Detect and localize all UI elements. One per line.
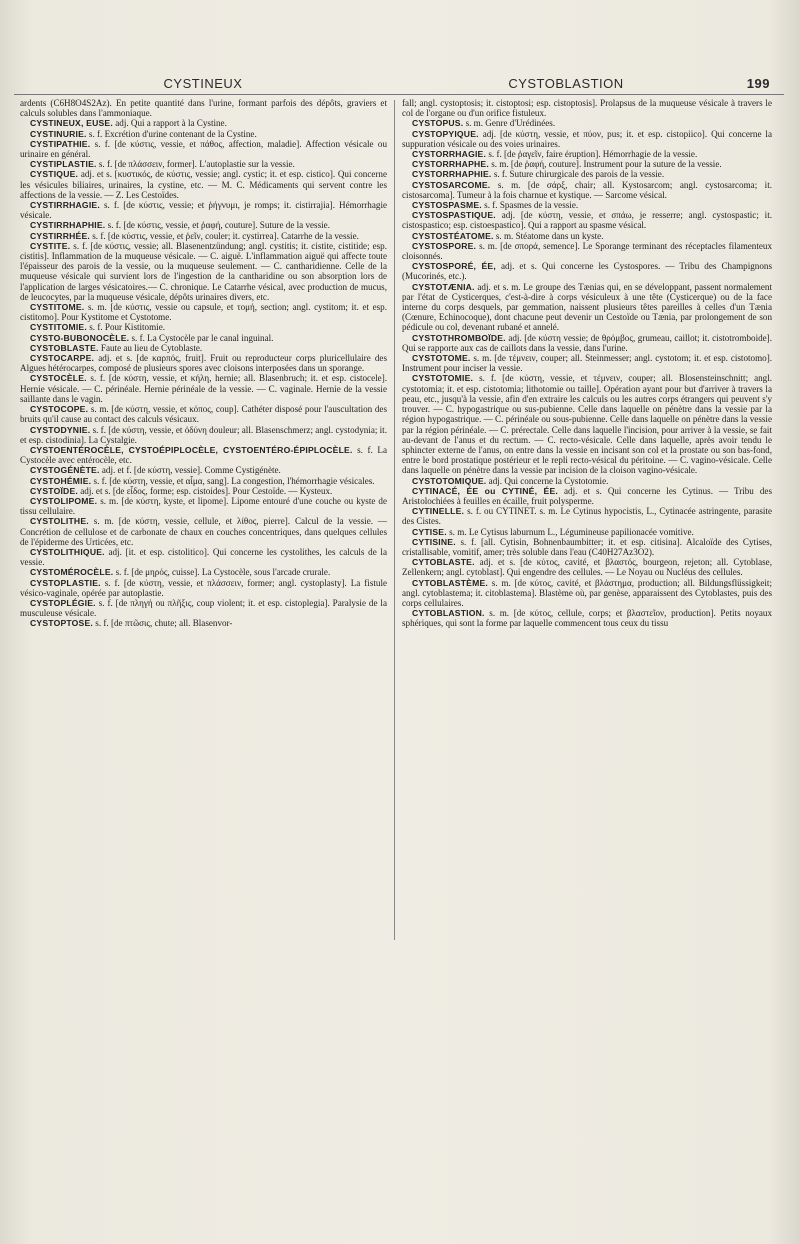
running-header bbox=[14, 76, 784, 96]
entry-headword: CYSTOENTÉROCÈLE, CYSTOÉPIPLOCÈLE, CYSTOENTÉRO-ÉPIPLOCÈLE. bbox=[30, 444, 353, 455]
entry-headword: CYSTOPLÉGIE. bbox=[30, 597, 96, 608]
entry-headword: CYSTO-BUBONOCÈLE. bbox=[30, 332, 130, 343]
entry-headword: CYSTOGÉNÈTE. bbox=[30, 465, 100, 476]
entry-definition: s. m. [de σάρξ, chair; all. Kystosarcom; angl. cystosarcoma; it. cistosarcoma]. Tumeur à la fois charnue et kystique. — Sarcome vésical. bbox=[402, 179, 772, 200]
entry-headword: CYSTINURIE. bbox=[30, 128, 87, 139]
dictionary-entry bbox=[20, 353, 387, 373]
entry-definition: s. f. ou CYTINET. s. m. Le Cytinus hypocistis, L., Cytinacée astringente, parasite des Cistes. bbox=[402, 506, 772, 527]
dictionary-entry bbox=[402, 353, 772, 373]
dictionary-entry bbox=[20, 578, 387, 598]
header-right-title: CYSTOBLASTION bbox=[508, 76, 624, 91]
entry-definition: adj. et s. Qui concerne les Cystospores. — Tribu des Champignons (Mucorinés, etc.). bbox=[402, 261, 772, 282]
dictionary-entry bbox=[402, 200, 772, 210]
entry-headword: CYSTOSARCOME. bbox=[412, 179, 491, 190]
entry-headword: CYSTIPATHIE. bbox=[30, 138, 91, 149]
entry-definition: s. f. [de κύστη, vessie, et κήλη, hernie; all. Blasenbruch; it. et esp. cistocele]. Hernie vésicale. — C. périnéale. Hernie périnéale de la vessie. — C. vaginale. Hernie de la vessie saillante dans le vagin. bbox=[20, 373, 387, 404]
entry-headword: CYSTOTHROMBOÏDE. bbox=[412, 332, 506, 343]
entry-headword: CYTOBLASTION. bbox=[412, 608, 485, 619]
entry-definition: s. m. [de κύστη, vessie, cellule, et λίθος, pierre]. Calcul de la vessie. — Concrétion de cellulose et de carbonate de chaux en couches concentriques, dans quelques cellules de l'épiderme des Urticées, etc. bbox=[20, 516, 387, 547]
dictionary-entry bbox=[20, 169, 387, 200]
dictionary-entry bbox=[20, 302, 387, 322]
entry-definition: s. m. [de κύτος, cellule, corps; et βλαστεῖον, production]. Petits noyaux sphériques, qui sont la forme par laquelle commencent tous ceux du tissu bbox=[402, 608, 773, 629]
dictionary-entry bbox=[402, 557, 772, 577]
entry-headword: CYSTOHÉMIE. bbox=[30, 475, 92, 486]
entry-definition: s. f. [de πτῶσις, chute; all. Blasenvor- bbox=[95, 618, 233, 629]
dictionary-entry bbox=[20, 231, 387, 241]
entry-definition: s. f. Pour Kistitomie. bbox=[89, 322, 166, 333]
entry-headword: CYSTINEUX, EUSE. bbox=[30, 118, 113, 129]
dictionary-entry bbox=[20, 618, 387, 628]
entry-definition: fall; angl. cystoptosis; it. cistoptosi; esp. cistoptosis]. Prolapsus de la muqueuse vésicale à travers le col de l'organe ou d'un orifice fistuleux. bbox=[402, 98, 772, 119]
entry-definition: s. f. Suture chirurgicale des parois de la vessie. bbox=[493, 169, 665, 180]
entry-definition: s. f. [de πληγή ou πλῆξις, coup violent; it. et esp. cistoplegia]. Paralysie de la musculeuse vésicale. bbox=[20, 597, 387, 619]
entry-definition: s. m. [de κύστη, vessie, et κόπος, coup]. Cathéter disposé pour l'auscultation des bruits qu'il cause au contact des calculs vésicaux. bbox=[20, 404, 387, 425]
entry-headword: CYTISINE. bbox=[412, 536, 456, 547]
dictionary-entry bbox=[402, 129, 772, 149]
entry-definition: adj. et s. [de εἶδος, forme; esp. cistoides]. Pour Cestoïde. — Kysteux. bbox=[80, 485, 333, 496]
entry-headword: CYSTOÏDE. bbox=[30, 485, 78, 496]
entry-definition: s. f. La Cystocèle avec entérocèle, etc. bbox=[20, 444, 387, 466]
dictionary-entry bbox=[20, 598, 387, 618]
entry-headword: CYSTOSPORE. bbox=[412, 240, 477, 251]
entry-headword: CYSTOTOMIE. bbox=[412, 373, 474, 384]
entry-definition: s. f. Excrétion d'urine contenant de la Cystine. bbox=[88, 128, 257, 139]
dictionary-entry bbox=[20, 567, 387, 577]
entry-headword: CYSTORRHAPHE. bbox=[412, 159, 489, 170]
dictionary-entry bbox=[402, 527, 772, 537]
dictionary-entry bbox=[402, 282, 772, 333]
entry-headword: CYSTOTOME. bbox=[412, 353, 471, 364]
entry-definition: s. f. [de κύστη, vessie, et ὀδύνη douleur; all. Blasenschmerz; angl. cystodynia; it. et esp. cistodinia]. La Cystalgie. bbox=[20, 424, 387, 445]
entry-headword: CYSTOPLASTIE. bbox=[30, 577, 101, 588]
entry-headword: CYTOBLASTÈME. bbox=[412, 577, 488, 588]
entry-definition: s. m. [de κύτος, cavité, et βλάστημα, production; all. Bildungsflüssigkeit; angl. cytoblastema; it. citoblastema]. Blastème où, par genèse, apparaissent des Cytoblastes, puis des corps cellulaires. bbox=[402, 577, 772, 608]
entry-headword: CYSTOMÉROCÈLE. bbox=[30, 567, 114, 578]
entry-headword: CYSTORRHAPHIE. bbox=[412, 169, 492, 180]
dictionary-entry bbox=[20, 404, 387, 424]
entry-headword: CYSTOSPASME. bbox=[412, 200, 482, 211]
entry-headword: CYSTIPLASTIE. bbox=[30, 159, 97, 170]
entry-definition: s. f. [de μηρός, cuisse]. La Cystocèle, sous l'arcade crurale. bbox=[115, 567, 331, 578]
entry-headword: CYSTIRRHAPHIE. bbox=[30, 220, 106, 231]
header-left-title: CYSTINEUX bbox=[163, 76, 243, 91]
dictionary-entry bbox=[20, 129, 387, 139]
dictionary-entry bbox=[402, 537, 772, 557]
dictionary-entry bbox=[20, 445, 387, 465]
entry-headword: CYTINELLE. bbox=[412, 506, 465, 517]
dictionary-entry bbox=[20, 333, 387, 343]
entry-definition: s. f. [de κύστις, vessie, et πάθος, affection, maladie]. Affection vésicale ou urinaire en général. bbox=[20, 138, 387, 160]
entry-headword: CYSTOCÈLE. bbox=[30, 373, 87, 384]
entry-headword: CYSTODYNIE. bbox=[30, 424, 91, 435]
dictionary-entry bbox=[20, 220, 387, 230]
entry-definition: s. m. Genre d'Urédinées. bbox=[465, 118, 556, 129]
left-column bbox=[20, 98, 387, 629]
dictionary-entry bbox=[20, 343, 387, 353]
entry-definition: s. f. [de πλάσσειν, former]. L'autoplastie sur la vessie. bbox=[98, 159, 295, 170]
dictionary-entry bbox=[402, 231, 772, 241]
entry-definition: adj. et f. [de κύστη, vessie]. Comme Cystigénète. bbox=[101, 465, 281, 476]
dictionary-entry bbox=[402, 486, 772, 506]
header-rule bbox=[14, 94, 784, 95]
entry-headword: CYSTOCOPE. bbox=[30, 404, 89, 415]
dictionary-entry bbox=[402, 118, 772, 128]
entry-definition: s. f. [de κύστη, vessie, et τέμνειν, couper; all. Blosensteinschnitt; angl. cystotomia; it. et esp. cistotomia; lithotomie ou taille]. Opération ayant pour but d'arriver à travers la peau, etc., jusqu'à la vessie, afin d'en extraire les calculs ou les autres corps étrangers qui peuvent s'y trouver. — C. hypogastrique ou sus-pubienne. Celle dans laquelle on pénètre dans la vessie par la région hypogastrique. — C. périnéale ou sous-pubienne. Celle dans laquelle on pénètre dans la vessie par la région périnéale. — C. prérectale. Celle dans laquelle l'incision, pour arriver à la vessie, se fait au-devant de l'anus et du rectum. — C. recto-vésicale. Celle dans laquelle, après avoir tendu le sphincter externe de l'anus, on entre dans la vessie en incisant son col et la prostate ou son bas-fond, entre le bord prostatique postérieur et le repli recto-vésical du péritoine. — C. vagino-vésicale. Celle dans laquelle on pénètre dans la vessie par incision de la cloison vagino-vésicale. bbox=[402, 373, 772, 476]
dictionary-entry bbox=[20, 486, 387, 496]
entry-definition: adj. [it. et esp. cistolitico]. Qui concerne les cystolithes, les calculs de la vessie. bbox=[20, 546, 387, 568]
entry-definition: s. f. [de κύστη, vessie, et πλάσσειν, former; angl. cystoplasty]. La fistule vésico-vaginale, opérée par autoplastie. bbox=[20, 577, 388, 598]
entry-definition: s. f. [de κύστις, vessie, et ῥαφή, couture]. Suture de la vessie. bbox=[107, 220, 330, 231]
entry-definition: adj. [de κύστη, vessie, et πύον, pus; it. et esp. cistopiico]. Qui concerne la suppuration vésicale ou des voies urinaires. bbox=[402, 128, 772, 149]
entry-definition: s. m. [de κύστις, vessie ou capsule, et τομή, section; angl. cystitom; it. et esp. cistitomo]. Pour Kystitome et Cystotome. bbox=[20, 302, 388, 323]
dictionary-entry bbox=[20, 476, 387, 486]
entry-headword: CYSTOTOMIQUE. bbox=[412, 475, 487, 486]
entry-definition: s. f. [de κύστη, vessie, et αἷμα, sang]. La congestion, l'hémorrhagie vésicales. bbox=[93, 475, 375, 486]
dictionary-entry bbox=[402, 608, 772, 628]
dictionary-entry bbox=[20, 496, 387, 516]
entry-definition: s. f. [de κύστις, vessie; all. Blasenentzündung; angl. cystitis; it. cistite, cistitide; esp. cistitis]. Inflammation de la muqueuse vésicale. — C. aiguë. L'inflammation aiguë qui affecte toute l'épaisseur des parois de la vessie, ou la muqueuse seulement. — C. cantharidienne. Celle de la muqueuse vésicale qui survient lors de l'ingestion de la cantharidine ou son absorption lors de l'application de larges vésicatoires.— C. chronique. Le Catarrhe vésical, avec production de mucus, de leucocytes, par la muqueuse vésicale, dépôts urinaires divers, etc. bbox=[20, 240, 387, 302]
dictionary-entry bbox=[402, 261, 772, 281]
entry-definition: s. m. Stéatome dans un kyste. bbox=[495, 230, 604, 241]
entry-definition: s. f. [de κύστις, vessie; et ῥήγνυμι, je romps; it. cistirrajia]. Hémorrhagie vésicale. bbox=[20, 200, 388, 221]
entry-definition: s. m. [de ῥαφή, couture]. Instrument pour la suture de la vessie. bbox=[491, 159, 722, 170]
entry-definition: adj. et s. [de καρπός, fruit]. Fruit ou reproducteur corps pluricellulaire des Algues hétérocarpes, composé de plusieurs spores avec cloisons interposées dans un sporange. bbox=[20, 353, 387, 374]
dictionary-entry bbox=[402, 180, 772, 200]
entry-headword: CYSTOPYIQUE. bbox=[412, 128, 479, 139]
entry-headword: CYSTOLITHE. bbox=[30, 516, 89, 527]
dictionary-entry bbox=[20, 200, 387, 220]
right-column bbox=[402, 98, 772, 629]
entry-headword: CYTISE. bbox=[412, 526, 447, 537]
entry-definition: s. f. Spasmes de la vessie. bbox=[484, 200, 579, 211]
entry-definition: adj. et s. m. Le groupe des Tænias qui, en se développant, passent normalement par l'état de Cysticerques, c'est-à-dire à corps vésiculeux à une tête (Cysticerque) ou de la face interne du corps desquels, par gemmation, naissent plusieurs têtes pareilles à celles d'un Tænia (Cœnure, Echinocoque), dont chacune peut devenir un Cestoïde ou Tænia, par prolongement de son pédicule ou col, devenant rubané et annelé. bbox=[402, 281, 772, 333]
entry-headword: CYSTITE. bbox=[30, 240, 71, 251]
dictionary-entry bbox=[402, 98, 772, 118]
entry-definition: adj. et s. Qui concerne les Cytinus. — Tribu des Aristolochiées à feuilles en écaille, fruit polysperme. bbox=[402, 485, 772, 506]
dictionary-entry bbox=[402, 169, 772, 179]
dictionary-entry bbox=[20, 241, 387, 302]
entry-definition: s. m. [de σπορά, semence]. Le Sporange terminant des réceptacles filamenteux cloisonnés. bbox=[402, 240, 773, 262]
dictionary-entry bbox=[402, 149, 772, 159]
entry-headword: CYSTOTÆNIA. bbox=[412, 281, 475, 292]
dictionary-entry bbox=[402, 159, 772, 169]
dictionary-entry bbox=[20, 425, 387, 445]
entry-definition: adj. [de κύστη vessie; de θρόμβος, grumeau, caillot; it. cistotromboide]. Qui se rapporte aux cas de caillots dans la vessie, dans l'urine. bbox=[402, 332, 772, 353]
page-number: 199 bbox=[746, 76, 770, 91]
entry-definition: s. f. [de ῥαγεῖν, faire éruption]. Hémorrhagie de la vessie. bbox=[488, 149, 698, 160]
entry-definition: s. f. [all. Cytisin, Bohnenbaumbitter; it. et esp. citisina]. Alcaloïde des Cytises, cristallisable, vomitif, amer; très soluble dans l'eau (C40H27Az3O2). bbox=[402, 536, 772, 557]
entry-definition: s. m. [de τέμνειν, couper; all. Steinmesser; angl. cystotom; it. et esp. cistotomo]. Instrument pour inciser la vessie. bbox=[402, 353, 772, 374]
dictionary-entry bbox=[20, 547, 387, 567]
entry-definition: adj. et s. [de κύτος, cavité, et βλαστός, bourgeon, rejeton; all. Cytoblase, Zellenkern; angl. cytoblast]. Qui engendre des cellules. — Le Noyau ou Nucléus des cellules. bbox=[402, 557, 772, 578]
entry-definition: adj. [de κύστη, vessie, et σπάω, je resserre; angl. cystospastic; it. cistospastico; esp. cistoespastico]. Qui a rapport au spasme vésical. bbox=[402, 210, 772, 231]
entry-definition: Faute au lieu de Cytoblaste. bbox=[100, 342, 203, 353]
dictionary-entry bbox=[402, 210, 772, 230]
entry-headword: CYSTOSTÉATOME. bbox=[412, 230, 494, 241]
dictionary-entry bbox=[402, 241, 772, 261]
entry-definition: s. m. Le Cytisus laburnum L., Légumineuse papilionacée vomitive. bbox=[449, 526, 694, 537]
entry-headword: CYSTIQUE. bbox=[30, 169, 79, 180]
entry-headword: CYSTIRRHAGIE. bbox=[30, 200, 100, 211]
entry-headword: CYSTOSPORÉ, ÉE, bbox=[412, 261, 496, 272]
dictionary-entry bbox=[402, 373, 772, 475]
column-divider bbox=[394, 100, 395, 940]
entry-definition: s. m. [de κύστη, kyste, et lipome]. Lipome entouré d'une couche ou kyste de tissu cellulaire. bbox=[20, 495, 388, 517]
entry-definition: s. f. La Cystocèle par le canal inguinal. bbox=[131, 332, 274, 343]
dictionary-entry bbox=[20, 159, 387, 169]
dictionary-entry bbox=[20, 98, 387, 118]
entry-headword: CYSTOBLASTE. bbox=[30, 342, 99, 353]
entry-definition: s. f. [de κύστις, vessie, et ῥεῖν, couler; it. cystirrea]. Catarrhe de la vessie. bbox=[92, 230, 359, 241]
entry-definition: ardents (C6H8O4S2Az). En petite quantité dans l'urine, formant parfois des dépôts, graviers et calculs solubles dans l'ammoniaque. bbox=[20, 98, 387, 119]
entry-definition: adj. Qui a rapport à la Cystine. bbox=[115, 118, 227, 129]
entry-headword: CYSTOSPASTIQUE. bbox=[412, 210, 496, 221]
dictionary-entry bbox=[402, 578, 772, 609]
entry-headword: CYTOBLASTE. bbox=[412, 557, 475, 568]
dictionary-entry bbox=[20, 465, 387, 475]
dictionary-entry bbox=[20, 516, 387, 547]
entry-headword: CYSTOLITHIQUE. bbox=[30, 546, 105, 557]
entry-headword: CYSTITOMIE. bbox=[30, 322, 87, 333]
entry-definition: adj. Qui concerne la Cystotomie. bbox=[488, 475, 609, 486]
dictionary-entry bbox=[402, 506, 772, 526]
entry-headword: CYTINACÉ, ÉE ou CYTINÉ, ÉE. bbox=[412, 485, 558, 496]
dictionary-entry bbox=[20, 373, 387, 404]
entry-headword: CYSTOPTOSE. bbox=[30, 618, 94, 629]
dictionary-entry bbox=[20, 139, 387, 159]
entry-headword: CYSTOLIPOME. bbox=[30, 495, 98, 506]
dictionary-entry bbox=[402, 476, 772, 486]
entry-headword: CYSTIRRHÉE. bbox=[30, 230, 90, 241]
entry-headword: CYSTOCARPE. bbox=[30, 353, 95, 364]
entry-headword: CYSTOPUS. bbox=[412, 118, 464, 129]
entry-headword: CYSTITOME. bbox=[30, 302, 85, 313]
entry-definition: adj. et s. [κυστικός, de κύστις, vessie; angl. cystic; it. et esp. cistico]. Qui concerne les vésicules biliaires, urinaires, la cystine, etc. — M. C. Médicaments qui servent contre les affections de la vessie. — Z. Les Cestoïdes. bbox=[20, 169, 387, 200]
dictionary-entry bbox=[20, 322, 387, 332]
dictionary-entry bbox=[402, 333, 772, 353]
entry-headword: CYSTORRHAGIE. bbox=[412, 149, 487, 160]
dictionary-entry bbox=[20, 118, 387, 128]
